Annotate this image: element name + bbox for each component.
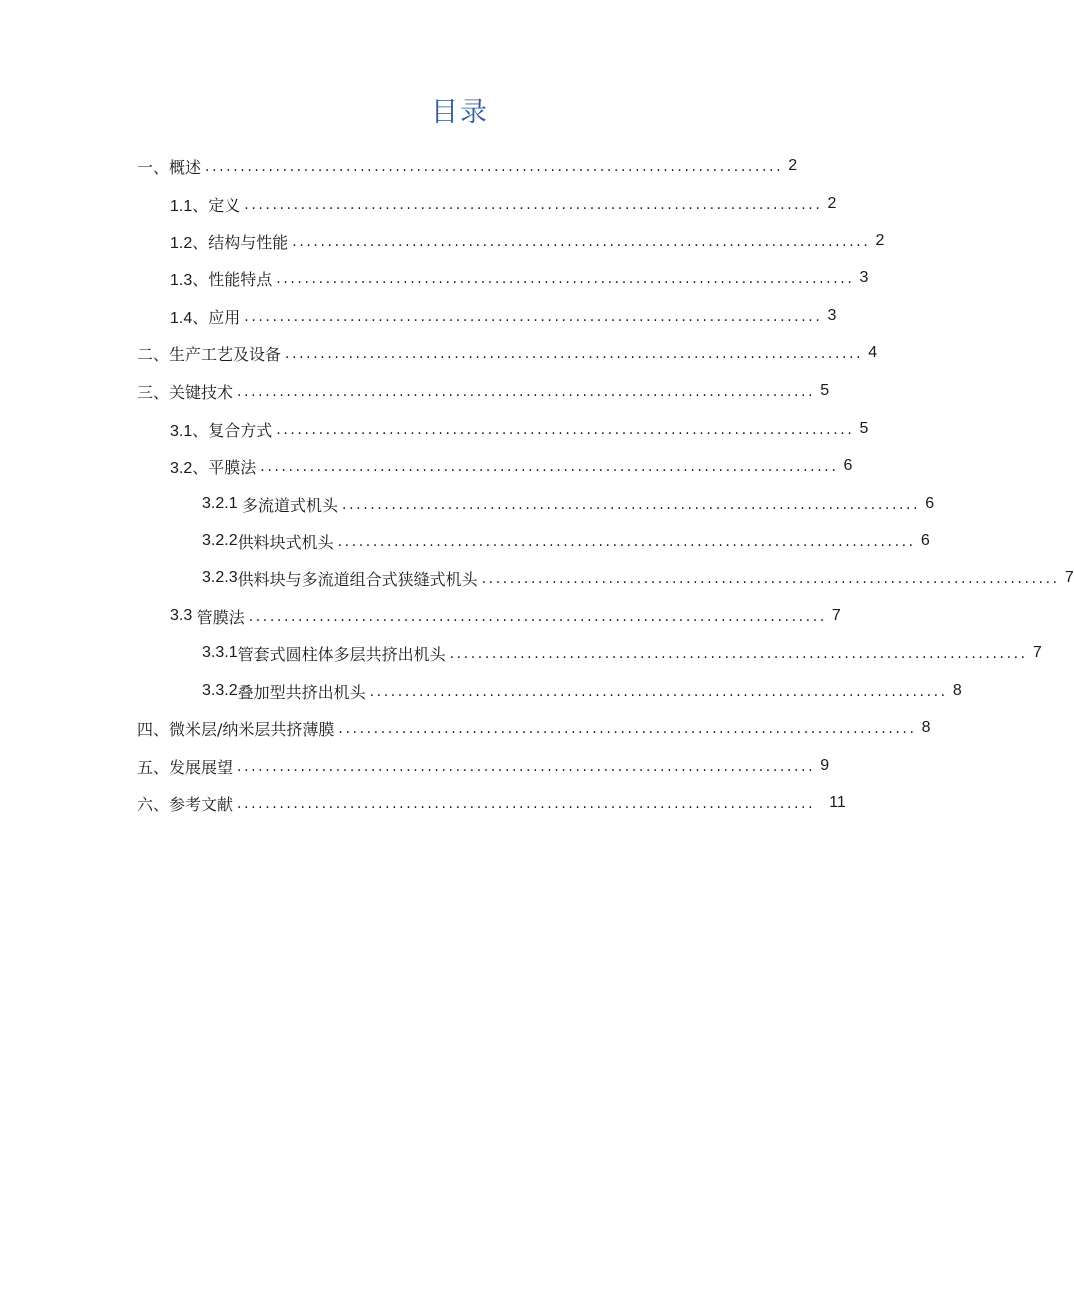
toc-entry-page: 5 (859, 420, 869, 437)
toc-entry-label: 发展展望 (169, 757, 234, 777)
toc-entry-label: 参考文献 (169, 794, 234, 814)
toc-entry-number: 3.2.3 (202, 569, 238, 586)
toc-leader-dots: .................................................................................. (248, 609, 827, 625)
toc-entry-number: 五、 (137, 759, 170, 777)
toc-entry-page: 3 (827, 307, 837, 324)
toc-entry-3-3[interactable] (170, 598, 841, 634)
toc-entry-page: 2 (788, 157, 798, 174)
toc-entry-label: 结构与性能 (208, 232, 289, 252)
toc-entry-3-2-2[interactable] (202, 523, 930, 559)
toc-entry-page: 8 (952, 682, 962, 699)
toc-entry-page: 6 (920, 532, 930, 549)
toc-entry-1-4[interactable] (170, 298, 837, 334)
toc-entry-number: 四、 (137, 721, 170, 739)
toc-entry-number: 三、 (137, 384, 170, 402)
toc-leader-dots: .................................................................................. (481, 571, 1060, 587)
toc-entry-number: 一、 (137, 159, 170, 177)
toc-entry-1[interactable] (137, 148, 798, 184)
toc-leader-dots: .................................................................................. (449, 646, 1028, 662)
toc-leader-dots: .................................................................................. (237, 796, 816, 812)
toc-leader-dots: .................................................................................. (237, 759, 816, 775)
toc-entry-number: 3.2.1 (202, 495, 243, 512)
toc-entry-3-2[interactable] (170, 448, 853, 484)
toc-entry-page: 2 (875, 232, 885, 249)
toc-entry-label: 管膜法 (196, 607, 245, 627)
toc-entry-label: 多流道式机头 (242, 495, 339, 515)
toc-leader-dots: .................................................................................. (338, 721, 917, 737)
toc-entry-3[interactable] (137, 373, 830, 409)
toc-leader-dots: .................................................................................. (205, 159, 784, 175)
toc-entry-number: 3.3.1 (202, 644, 238, 661)
toc-entry-page: 11 (829, 794, 846, 811)
toc-entry-number: 1.3、 (170, 271, 209, 289)
toc-entry-3-1[interactable] (170, 411, 869, 447)
toc-entry-page: 3 (859, 269, 869, 286)
toc-title: 目录 (431, 97, 489, 128)
toc-entry-page: 6 (843, 457, 853, 474)
toc-entry-1-2[interactable] (170, 223, 885, 259)
toc-leader-dots: .................................................................................. (342, 497, 921, 513)
toc-entry-number: 六、 (137, 796, 170, 814)
toc-entry-page: 8 (921, 719, 931, 736)
toc-entry-3-3-2[interactable] (202, 673, 962, 709)
toc-entry-label: 性能特点 (208, 269, 273, 289)
toc-entry-number: 3.1、 (170, 422, 209, 440)
toc-entry-label: 供料块式机头 (237, 532, 334, 552)
toc-entry-label: 平膜法 (208, 457, 257, 477)
toc-entry-number: 3.3 (170, 607, 197, 624)
toc-entry-label: 应用 (208, 307, 241, 327)
toc-entry-3-3-1[interactable] (202, 635, 1042, 671)
toc-leader-dots: .................................................................................. (292, 234, 871, 250)
toc-entry-2[interactable] (137, 335, 878, 371)
toc-entry-page: 9 (820, 757, 830, 774)
toc-leader-dots: .................................................................................. (285, 346, 864, 362)
toc-entry-number: 1.2、 (170, 234, 209, 252)
toc-entry-label: 生产工艺及设备 (169, 344, 282, 364)
toc-entry-number: 1.4、 (170, 309, 209, 327)
toc-entry-page: 7 (1032, 644, 1042, 661)
toc-leader-dots: .................................................................................. (276, 422, 855, 438)
toc-entry-page: 7 (831, 607, 841, 624)
toc-leader-dots: .................................................................................. (337, 534, 916, 550)
toc-entry-number: 二、 (137, 346, 170, 364)
toc-entry-label: 概述 (169, 157, 202, 177)
toc-leader-dots: .................................................................................. (276, 271, 855, 287)
toc-leader-dots: .................................................................................. (244, 197, 823, 213)
toc-entry-label: 关键技术 (169, 382, 234, 402)
toc-leader-dots: .................................................................................. (260, 459, 839, 475)
toc-entry-page: 6 (925, 495, 935, 512)
toc-entry-label: 管套式圆柱体多层共挤出机头 (237, 644, 446, 664)
toc-entry-label: 叠加型共挤出机头 (237, 682, 366, 702)
toc-entry-label: 微米层/纳米层共挤薄膜 (169, 719, 335, 739)
toc-entry-3-2-3[interactable] (202, 560, 1074, 596)
toc-leader-dots: .................................................................................. (369, 684, 948, 700)
toc-entry-number: 3.3.2 (202, 682, 238, 699)
toc-leader-dots: .................................................................................. (237, 384, 816, 400)
toc-entry-5[interactable] (137, 748, 830, 784)
toc-entry-1-3[interactable] (170, 260, 869, 296)
toc-entry-page: 5 (820, 382, 830, 399)
toc-entry-label: 定义 (208, 195, 241, 215)
toc-entry-page: 2 (827, 195, 837, 212)
toc-entry-4[interactable] (137, 710, 931, 746)
toc-entry-3-2-1[interactable] (202, 486, 935, 522)
toc-entry-page: 4 (868, 344, 878, 361)
toc-entry-label: 供料块与多流道组合式狭缝式机头 (237, 569, 478, 589)
toc-entry-1-1[interactable] (170, 186, 837, 222)
toc-entry-number: 1.1、 (170, 197, 209, 215)
toc-entry-label: 复合方式 (208, 420, 273, 440)
toc-entry-number: 3.2、 (170, 459, 209, 477)
toc-leader-dots: .................................................................................. (244, 309, 823, 325)
toc-entry-page: 7 (1064, 569, 1074, 586)
toc-entry-number: 3.2.2 (202, 532, 238, 549)
toc-entry-6[interactable] (137, 785, 846, 821)
